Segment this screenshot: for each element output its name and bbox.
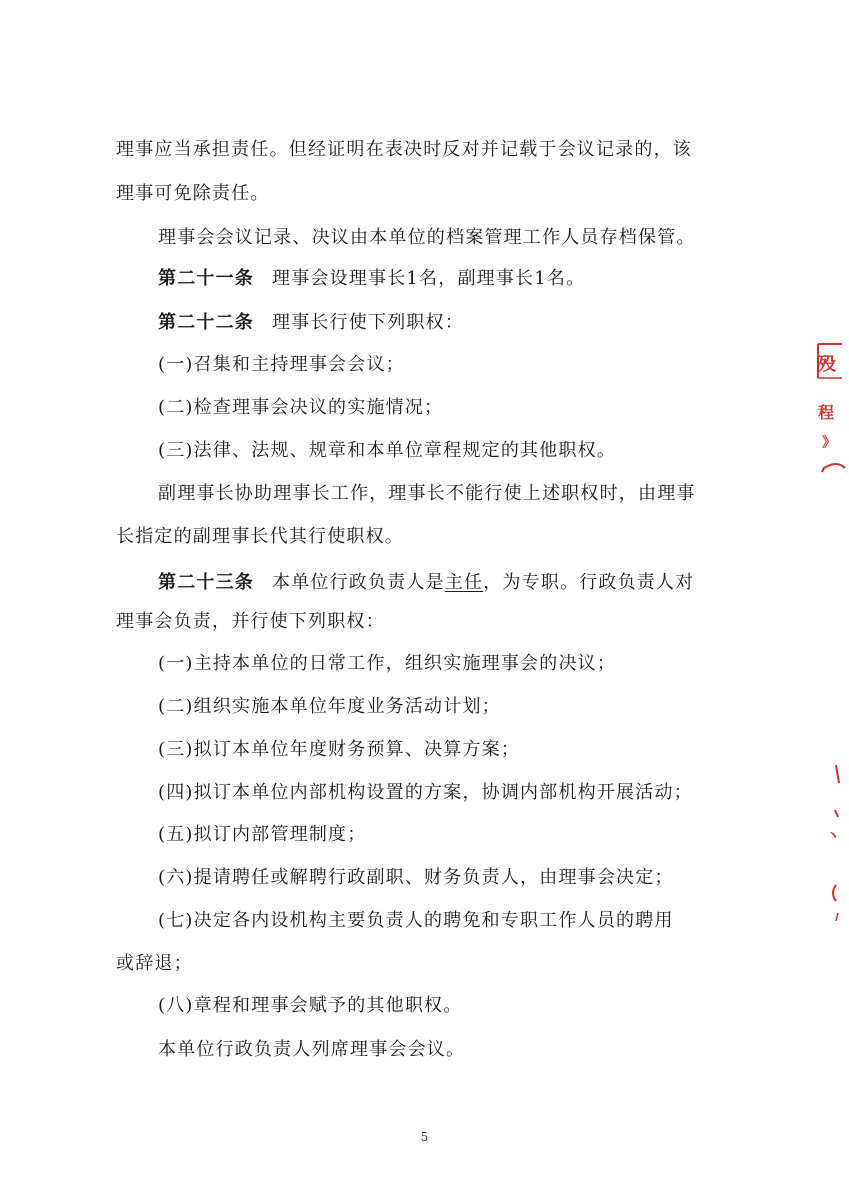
article-text: 理事会设理事长1名，副理事长1名。 <box>272 268 586 289</box>
paragraph-line: 本单位行政负责人列席理事会会议。 <box>158 1039 466 1060</box>
article-title: 第二十二条 <box>158 312 254 333</box>
article-22 <box>158 311 464 335</box>
list-item: (三)法律、法规、规章和本单位章程规定的其他职权。 <box>158 440 617 461</box>
article-21 <box>158 267 585 291</box>
article-23 <box>158 571 694 595</box>
list-item: (八)章程和理事会赋予的其他职权。 <box>158 995 463 1016</box>
underlined-text: 主任 <box>444 572 484 593</box>
seal-glyph: 丶 <box>826 829 840 845</box>
list-item: (一)召集和主持理事会会议； <box>158 354 405 375</box>
seal-glyph: 殁 <box>818 354 836 375</box>
paragraph-line: 理事会会议记录、决议由本单位的档案管理工作人员存档保管。 <box>158 227 696 248</box>
list-item: (二)检查理事会决议的实施情况； <box>158 397 444 418</box>
page-number: 5 <box>420 1130 429 1144</box>
paragraph-line: 副理事长协助理事长工作，理事长不能行使上述职权时，由理事 <box>158 483 696 504</box>
seal-glyph: 程 <box>818 403 835 422</box>
article-text: ，为专职。行政负责人对 <box>483 572 695 593</box>
list-item: (三)拟订本单位年度财务预算、决算方案； <box>158 739 521 760</box>
list-item: (五)拟订内部管理制度； <box>158 824 367 845</box>
paragraph-line: 理事应当承担责任。但经证明在表决时反对并记载于会议记录的，该 <box>116 139 692 160</box>
paragraph-line: 长指定的副理事长代其行使职权。 <box>116 526 404 547</box>
seal-glyph: 》 <box>822 435 836 451</box>
list-item: (六)提请聘任或解聘行政副职、财务负责人，由理事会决定； <box>158 867 674 888</box>
list-item: (一)主持本单位的日常工作，组织实施理事会的决议； <box>158 653 617 674</box>
article-title: 第二十三条 <box>158 572 254 593</box>
list-item-continued: 或辞退； <box>116 953 193 974</box>
list-item: (二)组织实施本单位年度业务活动计划； <box>158 696 501 717</box>
paragraph-line: 理事会负责，并行使下列职权： <box>116 611 385 632</box>
list-item: (四)拟订本单位内部机构设置的方案，协调内部机构开展活动； <box>158 782 693 803</box>
article-text: 理事长行使下列职权： <box>272 312 464 333</box>
article-title: 第二十一条 <box>158 268 254 289</box>
paragraph-line: 理事可免除责任。 <box>116 183 270 204</box>
article-text: 本单位行政负责人是 <box>272 572 445 593</box>
list-item: (七)决定各内设机构主要负责人的聘免和专职工作人员的聘用 <box>158 910 674 931</box>
